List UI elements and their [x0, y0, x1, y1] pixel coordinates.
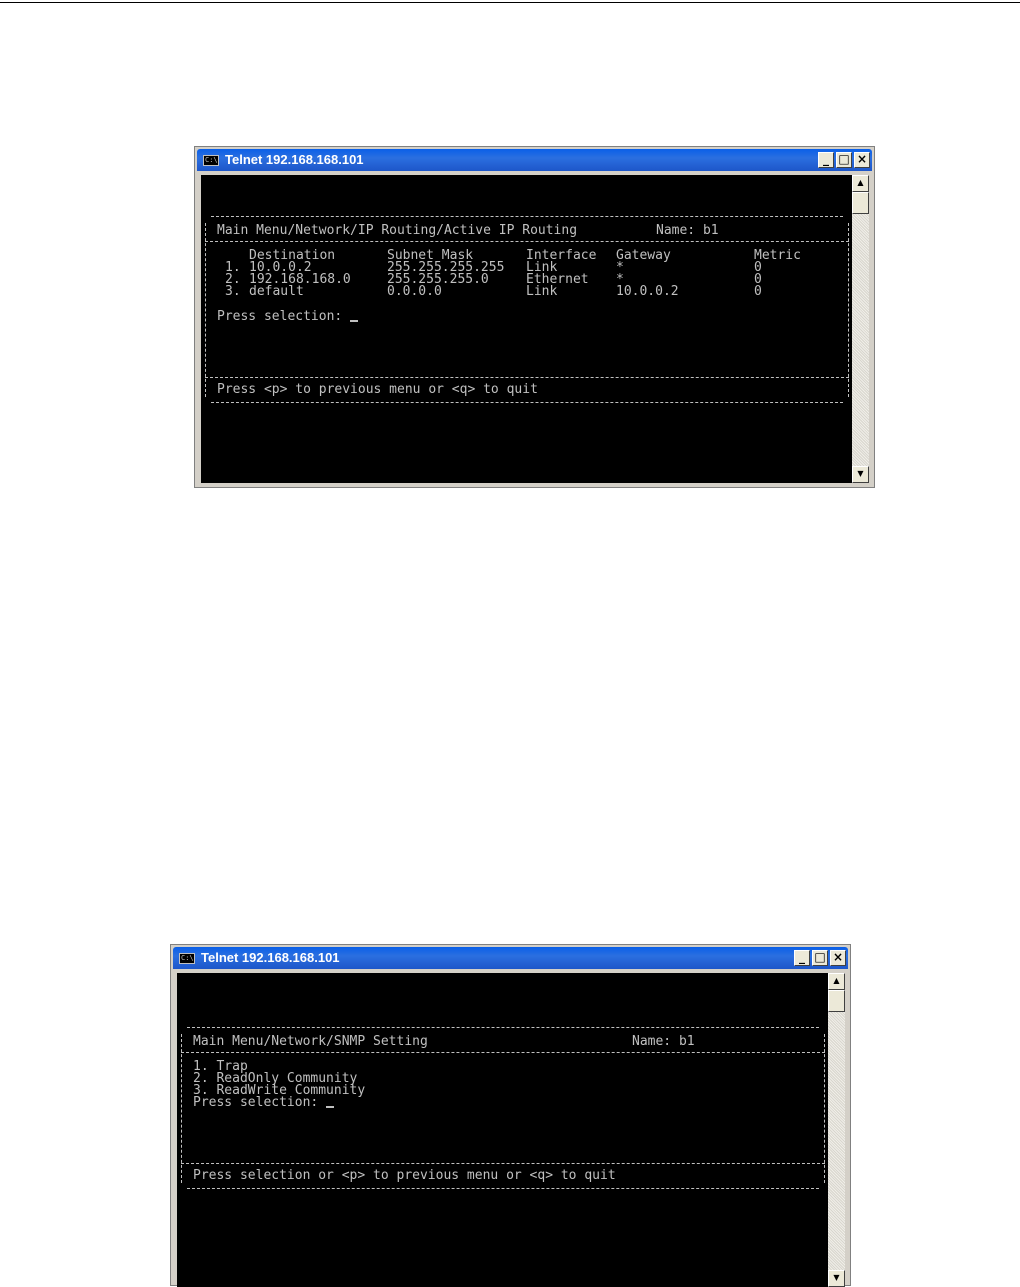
footer-divider-top — [205, 377, 849, 378]
subnet-mask: 0.0.0.0 — [387, 284, 442, 299]
terminal-screen[interactable] — [201, 175, 852, 483]
subnet-mask: 255.255.255.0 — [387, 272, 489, 287]
minimize-button[interactable]: _ — [794, 950, 810, 966]
gateway: * — [616, 260, 624, 275]
prompt-text: Press selection: — [217, 309, 351, 324]
telnet-window-snmp-setting — [170, 944, 851, 1286]
footer-divider-top — [181, 1163, 825, 1164]
header-path: Main Menu/Network/SNMP Setting — [193, 1034, 428, 1049]
interface: Link — [526, 284, 558, 299]
minimize-button[interactable]: _ — [818, 152, 834, 168]
frame-right-border — [848, 223, 849, 397]
frame-top-border — [211, 216, 843, 217]
vertical-scrollbar[interactable] — [828, 973, 845, 1287]
menu-item-trap[interactable]: 1. Trap — [193, 1059, 248, 1074]
window-title: Telnet 192.168.168.101 — [225, 152, 364, 167]
header-divider — [205, 241, 849, 242]
maximize-button[interactable]: □ — [812, 950, 828, 966]
menu-item-readwrite-community[interactable]: 3. ReadWrite Community — [193, 1083, 366, 1098]
maximize-button[interactable]: □ — [836, 152, 852, 168]
prompt-text: Press selection: — [193, 1095, 327, 1110]
metric: 0 — [754, 260, 762, 275]
col-interface: Interface — [526, 248, 597, 263]
interface: Ethernet — [526, 272, 589, 287]
col-metric: Metric — [754, 248, 801, 263]
col-gateway: Gateway — [616, 248, 671, 263]
footer-instructions: Press selection or <p> to previous menu or <q> to quit — [193, 1168, 616, 1183]
text-cursor — [326, 1106, 334, 1108]
console-icon: C:\ — [181, 954, 194, 962]
frame-top-border — [187, 1027, 819, 1028]
close-button[interactable]: × — [830, 950, 846, 966]
metric: 0 — [754, 284, 762, 299]
frame-bottom-border — [211, 402, 843, 403]
scroll-down-button[interactable]: ▼ — [828, 1270, 845, 1287]
row-number: 2. — [225, 272, 241, 287]
scroll-down-button[interactable]: ▼ — [852, 466, 869, 483]
frame-right-border — [824, 1034, 825, 1183]
header-path: Main Menu/Network/IP Routing/Active IP Routing — [217, 223, 578, 238]
scroll-up-button[interactable]: ▲ — [852, 175, 869, 192]
col-subnet-mask: Subnet Mask — [387, 248, 474, 263]
frame-bottom-border — [187, 1188, 819, 1189]
window-title: Telnet 192.168.168.101 — [201, 950, 340, 965]
title-bar[interactable] — [197, 149, 872, 171]
header-name: Name: b1 — [656, 223, 719, 238]
frame-left-border — [205, 223, 206, 397]
menu-item-readonly-community[interactable]: 2. ReadOnly Community — [193, 1071, 358, 1086]
close-button[interactable]: × — [854, 152, 870, 168]
console-icon: C:\ — [205, 156, 218, 164]
page-top-rule — [0, 2, 1020, 3]
scroll-up-button[interactable]: ▲ — [828, 973, 845, 990]
header-name: Name: b1 — [632, 1034, 695, 1049]
gateway: * — [616, 272, 624, 287]
interface: Link — [526, 260, 558, 275]
destination: default — [249, 284, 304, 299]
scroll-thumb[interactable] — [852, 192, 869, 214]
text-cursor — [350, 320, 358, 322]
telnet-window-ip-routing — [194, 146, 875, 488]
scroll-thumb[interactable] — [828, 990, 845, 1012]
selection-prompt[interactable] — [217, 311, 358, 323]
row-number: 1. — [225, 260, 241, 275]
selection-prompt[interactable] — [193, 1097, 334, 1109]
title-bar[interactable] — [173, 947, 848, 969]
col-destination: Destination — [249, 248, 336, 263]
destination: 192.168.168.0 — [249, 272, 351, 287]
metric: 0 — [754, 272, 762, 287]
terminal-screen[interactable] — [177, 973, 828, 1287]
vertical-scrollbar[interactable] — [852, 175, 869, 483]
subnet-mask: 255.255.255.255 — [387, 260, 505, 275]
gateway: 10.0.0.2 — [616, 284, 679, 299]
destination: 10.0.0.2 — [249, 260, 312, 275]
footer-instructions: Press <p> to previous menu or <q> to quit — [217, 382, 538, 397]
frame-left-border — [181, 1034, 182, 1183]
header-divider — [181, 1052, 825, 1053]
row-number: 3. — [225, 284, 241, 299]
